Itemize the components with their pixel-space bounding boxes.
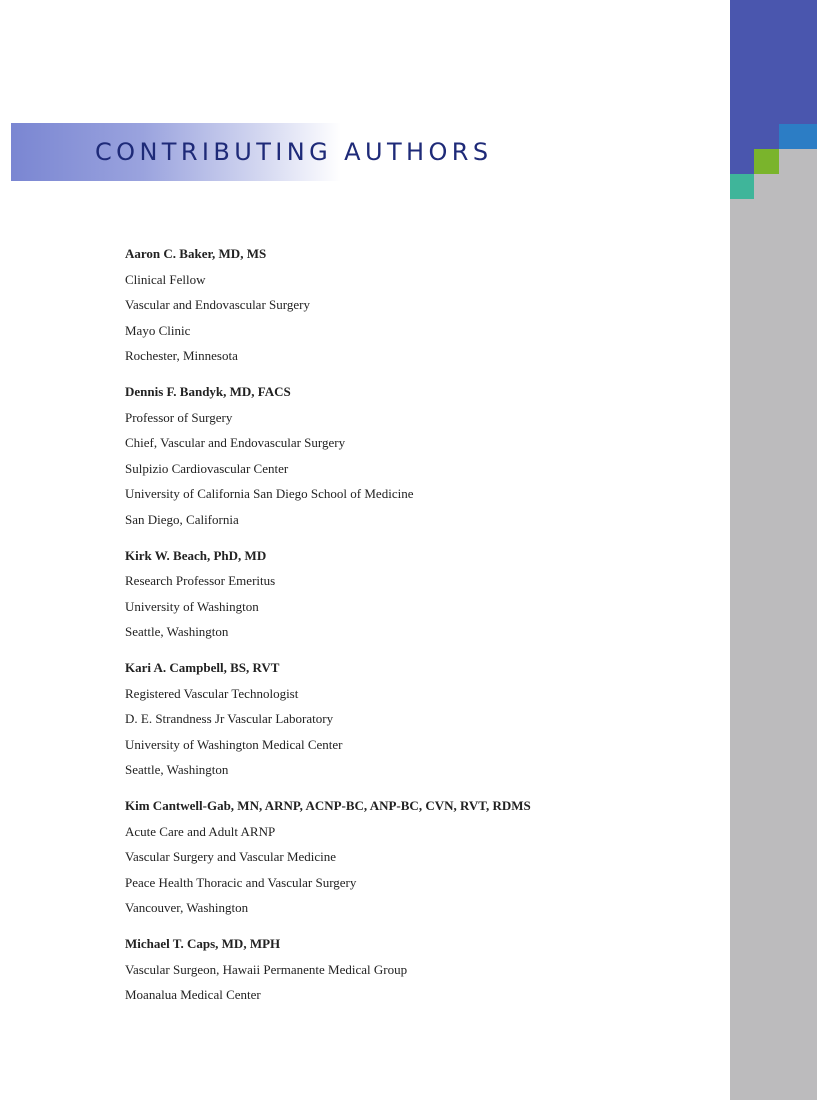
author-affiliation-line: Seattle, Washington	[125, 624, 229, 639]
author-affiliation-line: Seattle, Washington	[125, 762, 229, 777]
author-affiliation-line: University of Washington	[125, 598, 259, 614]
author-affiliation-line: Vascular and Endovascular Surgery	[125, 297, 310, 312]
author-affiliation-line: Vancouver, Washington	[125, 900, 249, 915]
decorative-green-square	[754, 149, 779, 174]
author-affiliation-line: Registered Vascular Technologist	[125, 685, 299, 701]
author-affiliation-line: Peace Health Thoracic and Vascular Surgery	[125, 874, 357, 890]
decorative-step-block	[730, 149, 754, 174]
decorative-step-block	[730, 124, 779, 149]
author-name: Aaron C. Baker, MD, MS	[125, 246, 267, 261]
author-name: Kirk W. Beach, PhD, MD	[125, 547, 267, 563]
author-affiliation-line: Moanalua Medical Center	[125, 987, 261, 1002]
author-name: Kim Cantwell-Gab, MN, ARNP, ACNP-BC, ANP-BC, CVN, RVT, RDMS	[125, 798, 531, 813]
author-affiliation-line: San Diego, California	[125, 511, 239, 527]
author-affiliation-line: Professor of Surgery	[125, 409, 233, 425]
author-affiliation-line: Clinical Fellow	[125, 271, 206, 287]
author-affiliation-line: Chief, Vascular and Endovascular Surgery	[125, 435, 346, 450]
author-list	[125, 241, 715, 1018]
author-name: Michael T. Caps, MD, MPH	[125, 936, 281, 951]
author-affiliation-line: Rochester, Minnesota	[125, 348, 238, 363]
author-entry	[125, 793, 715, 921]
author-affiliation-line: University of California San Diego School of Medicine	[125, 486, 414, 501]
page-title: CONTRIBUTING AUTHORS	[95, 138, 493, 166]
author-affiliation-line: Mayo Clinic	[125, 322, 191, 338]
author-affiliation-line: University of Washington Medical Center	[125, 736, 343, 752]
decorative-corner-block	[730, 0, 817, 124]
author-entry	[125, 931, 715, 1008]
author-affiliation-line: Acute Care and Adult ARNP	[125, 823, 276, 839]
author-affiliation-line: Research Professor Emeritus	[125, 573, 276, 588]
author-name: Kari A. Campbell, BS, RVT	[125, 660, 280, 675]
author-affiliation-line: Vascular Surgeon, Hawaii Permanente Medical Group	[125, 961, 408, 977]
author-entry	[125, 543, 715, 645]
decorative-blue-square	[779, 124, 817, 149]
author-entry	[125, 379, 715, 532]
author-name: Dennis F. Bandyk, MD, FACS	[125, 384, 291, 399]
author-affiliation-line: Sulpizio Cardiovascular Center	[125, 460, 289, 476]
author-entry	[125, 655, 715, 783]
decorative-teal-square	[730, 174, 754, 199]
author-affiliation-line: D. E. Strandness Jr Vascular Laboratory	[125, 711, 334, 726]
author-affiliation-line: Vascular Surgery and Vascular Medicine	[125, 849, 337, 864]
author-entry	[125, 241, 715, 369]
